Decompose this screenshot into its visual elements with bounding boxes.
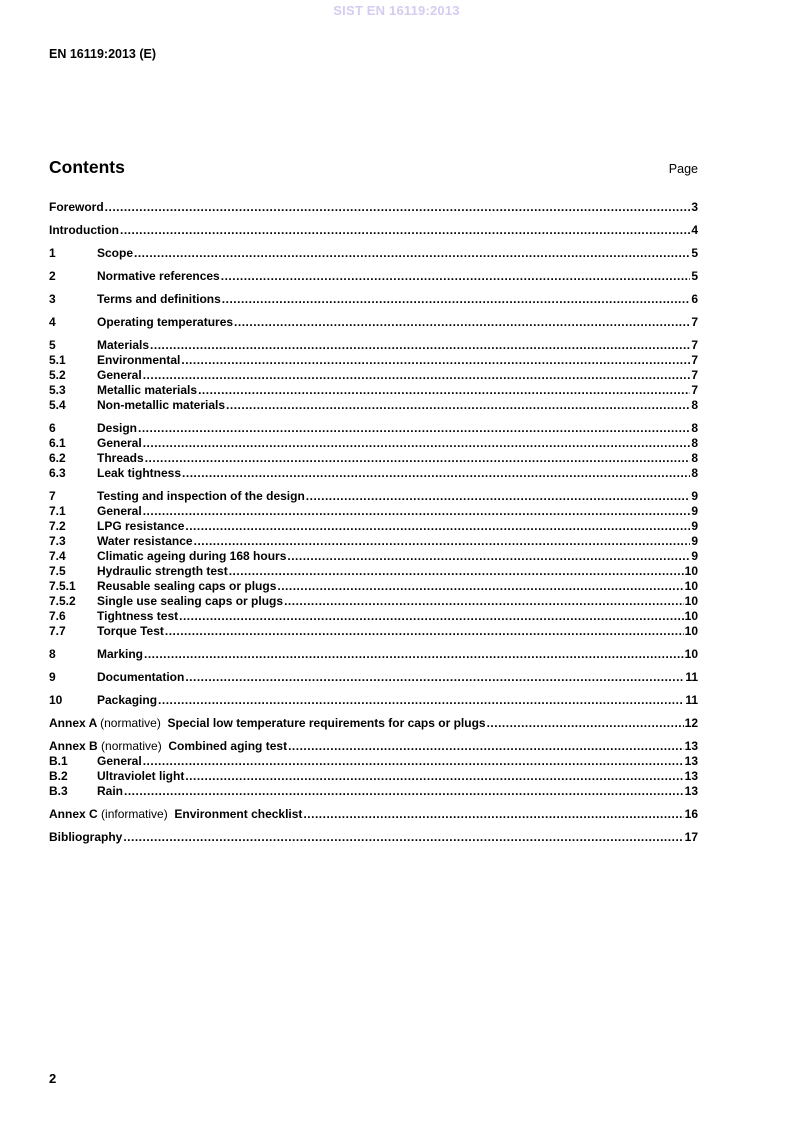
toc-entry-page: 9	[691, 504, 698, 518]
toc-entry-subtitle: Environment checklist	[174, 807, 303, 821]
toc-dot-leader	[181, 353, 690, 368]
toc-entry-number: 1	[49, 246, 56, 260]
toc-entry-number: 7.7	[49, 624, 66, 638]
toc-entry-page: 9	[691, 549, 698, 563]
toc-entry-qualifier: (normative)	[101, 739, 162, 753]
toc-entry[interactable]	[49, 489, 698, 504]
toc-entry[interactable]	[49, 353, 698, 368]
toc-entry-page: 10	[684, 564, 698, 578]
toc-dot-leader	[221, 269, 691, 284]
toc-entry-title	[97, 647, 143, 662]
toc-entry-title-text: Annex C	[49, 807, 98, 821]
toc-entry-number: B.3	[49, 784, 68, 798]
toc-entry-number: 5.3	[49, 383, 66, 397]
toc-entry-number: 7.6	[49, 609, 66, 623]
toc-entry-title-text: Annex B	[49, 739, 98, 753]
toc-entry[interactable]	[49, 534, 698, 549]
toc-entry-qualifier: (informative)	[101, 807, 168, 821]
toc-entry[interactable]	[49, 609, 698, 624]
toc-entry[interactable]	[49, 594, 698, 609]
toc-entry-number: 4	[49, 315, 56, 329]
toc-dot-leader	[185, 519, 690, 534]
toc-dot-leader	[138, 421, 690, 436]
toc-dot-leader	[143, 504, 691, 519]
toc-entry-title-text: Climatic ageing during 168 hours	[97, 549, 287, 563]
toc-entry[interactable]	[49, 830, 698, 845]
toc-dot-leader	[158, 693, 684, 708]
toc-entry-title-text: Bibliography	[49, 830, 123, 844]
toc-entry-title	[49, 716, 486, 731]
toc-entry-title-text: Tightness test	[97, 609, 179, 623]
toc-entry-number: 5.4	[49, 398, 66, 412]
toc-entry-title-text: Reusable sealing caps or plugs	[97, 579, 277, 593]
toc-entry-number: 9	[49, 670, 56, 684]
toc-dot-leader	[120, 223, 690, 238]
toc-entry-page: 8	[691, 421, 698, 435]
toc-entry-title	[97, 784, 123, 799]
document-id: EN 16119:2013 (E)	[49, 47, 157, 61]
toc-entry-page: 13	[684, 739, 698, 753]
toc-dot-leader	[277, 579, 683, 594]
toc-dot-leader	[226, 398, 690, 413]
toc-entry-title	[97, 246, 133, 261]
toc-entry[interactable]	[49, 200, 698, 215]
toc-entry-title-text: Scope	[97, 246, 134, 260]
toc-dot-leader	[185, 670, 684, 685]
toc-entry[interactable]	[49, 807, 698, 822]
toc-entry-number: 7.5.2	[49, 594, 76, 608]
toc-entry-title	[97, 549, 286, 564]
toc-entry-number: 5	[49, 338, 56, 352]
toc-entry-page: 13	[684, 754, 698, 768]
toc-entry-number: 7.4	[49, 549, 66, 563]
toc-entry-page: 5	[691, 246, 698, 260]
toc-entry-page: 5	[691, 269, 698, 283]
toc-entry-page: 7	[691, 383, 698, 397]
toc-entry-title-text: Rain	[97, 784, 124, 798]
table-of-contents	[49, 200, 698, 845]
toc-entry[interactable]	[49, 292, 698, 307]
toc-entry[interactable]	[49, 246, 698, 261]
toc-entry-title-text: Documentation	[97, 670, 185, 684]
toc-entry-title-text: Foreword	[49, 200, 104, 214]
toc-entry-page: 8	[691, 466, 698, 480]
toc-entry[interactable]	[49, 383, 698, 398]
toc-entry-number: 7.3	[49, 534, 66, 548]
toc-entry-page: 9	[691, 489, 698, 503]
toc-entry-page: 17	[684, 830, 698, 844]
toc-entry[interactable]	[49, 579, 698, 594]
toc-entry-title-text: Testing and inspection of the design	[97, 489, 305, 503]
toc-entry-title	[97, 353, 180, 368]
toc-entry-title-text: Marking	[97, 647, 144, 661]
toc-dot-leader	[303, 807, 683, 822]
toc-entry-title	[97, 451, 144, 466]
toc-entry[interactable]	[49, 564, 698, 579]
toc-entry-title-text: Environmental	[97, 353, 181, 367]
toc-entry-title	[49, 830, 122, 845]
toc-entry-title	[97, 594, 283, 609]
toc-entry-title-text: Materials	[97, 338, 150, 352]
toc-entry-page: 6	[691, 292, 698, 306]
toc-entry-page: 3	[691, 200, 698, 214]
toc-dot-leader	[229, 564, 684, 579]
toc-entry-title	[97, 489, 305, 504]
toc-entry-number: 7.1	[49, 504, 66, 518]
toc-entry-number: 6.2	[49, 451, 66, 465]
toc-entry-title-text: Single use sealing caps or plugs	[97, 594, 284, 608]
toc-entry-title	[97, 292, 221, 307]
toc-entry-title-text: Torque Test	[97, 624, 164, 638]
toc-entry-number: B.1	[49, 754, 68, 768]
toc-entry-title-text: Metallic materials	[97, 383, 198, 397]
toc-entry[interactable]	[49, 398, 698, 413]
toc-entry-title	[97, 693, 157, 708]
toc-dot-leader	[144, 647, 684, 662]
toc-dot-leader	[179, 609, 684, 624]
toc-entry-title	[97, 609, 178, 624]
toc-entry[interactable]	[49, 754, 698, 769]
toc-entry-title-text: Non-metallic materials	[97, 398, 226, 412]
toc-entry-title-text: Hydraulic strength test	[97, 564, 228, 578]
toc-entry-title-text: Water resistance	[97, 534, 193, 548]
toc-dot-leader	[145, 451, 691, 466]
toc-entry[interactable]	[49, 769, 698, 784]
toc-entry-page: 13	[684, 769, 698, 783]
toc-dot-leader	[288, 739, 684, 754]
toc-entry-title	[97, 398, 225, 413]
toc-entry-title-text: Normative references	[97, 269, 220, 283]
toc-entry[interactable]	[49, 784, 698, 799]
toc-entry-page: 13	[684, 784, 698, 798]
toc-dot-leader	[165, 624, 684, 639]
toc-entry-title-text: Annex A	[49, 716, 97, 730]
toc-entry[interactable]	[49, 368, 698, 383]
toc-dot-leader	[143, 368, 691, 383]
toc-entry[interactable]	[49, 223, 698, 238]
toc-entry-number: 6.3	[49, 466, 66, 480]
toc-entry-number: 6.1	[49, 436, 66, 450]
contents-title: Contents	[49, 157, 125, 177]
page-column-label: Page	[668, 162, 698, 176]
toc-entry-page: 4	[691, 223, 698, 237]
toc-dot-leader	[287, 549, 690, 564]
toc-entry-number: 3	[49, 292, 56, 306]
toc-entry-number: 8	[49, 647, 56, 661]
toc-entry-page: 8	[691, 436, 698, 450]
toc-entry-number: 6	[49, 421, 56, 435]
toc-dot-leader	[134, 246, 690, 261]
toc-entry-title-text: General	[97, 368, 142, 382]
toc-entry-page: 9	[691, 519, 698, 533]
toc-entry-title-text: Ultraviolet light	[97, 769, 185, 783]
toc-entry-page: 11	[685, 670, 698, 684]
toc-dot-leader	[284, 594, 684, 609]
toc-entry-title	[97, 754, 142, 769]
toc-entry-title-text: Design	[97, 421, 138, 435]
toc-entry-title	[97, 504, 142, 519]
toc-entry-title-text: Terms and definitions	[97, 292, 221, 306]
toc-entry-number: 2	[49, 269, 56, 283]
toc-entry-title	[97, 624, 164, 639]
toc-entry-title-text: General	[97, 754, 142, 768]
toc-entry[interactable]	[49, 624, 698, 639]
toc-entry-page: 10	[684, 579, 698, 593]
toc-entry-qualifier: (normative)	[100, 716, 161, 730]
toc-entry-title	[97, 368, 142, 383]
toc-entry-page: 9	[691, 534, 698, 548]
toc-entry-title	[97, 769, 184, 784]
toc-dot-leader	[105, 200, 691, 215]
toc-entry-number: 7.2	[49, 519, 66, 533]
toc-entry-page: 7	[691, 353, 698, 367]
toc-entry-page: 8	[691, 451, 698, 465]
toc-entry-title	[97, 534, 193, 549]
toc-entry-title	[97, 436, 142, 451]
toc-entry[interactable]	[49, 647, 698, 662]
toc-entry-page: 12	[684, 716, 698, 730]
toc-dot-leader	[194, 534, 691, 549]
toc-entry[interactable]	[49, 549, 698, 564]
toc-entry-title-text: Threads	[97, 451, 144, 465]
toc-entry-title-text: Operating temperatures	[97, 315, 234, 329]
toc-dot-leader	[306, 489, 691, 504]
toc-dot-leader	[198, 383, 690, 398]
toc-entry-title	[97, 338, 149, 353]
toc-entry-subtitle: Combined aging test	[168, 739, 288, 753]
toc-entry-number: B.2	[49, 769, 68, 783]
toc-entry-number: 7.5.1	[49, 579, 76, 593]
page-number: 2	[49, 1071, 57, 1086]
toc-entry-page: 10	[684, 594, 698, 608]
toc-dot-leader	[143, 436, 691, 451]
watermark: SIST EN 16119:2013	[333, 3, 460, 18]
toc-entry-title	[49, 739, 287, 754]
toc-entry-number: 7	[49, 489, 56, 503]
toc-entry[interactable]	[49, 338, 698, 353]
toc-entry-title-text: Leak tightness	[97, 466, 182, 480]
toc-entry-title-text: General	[97, 504, 142, 518]
toc-entry[interactable]	[49, 504, 698, 519]
toc-entry-title	[97, 421, 137, 436]
toc-entry-number: 7.5	[49, 564, 66, 578]
toc-entry-title	[49, 807, 302, 822]
toc-entry-title	[97, 670, 184, 685]
toc-entry[interactable]	[49, 519, 698, 534]
toc-dot-leader	[143, 754, 684, 769]
toc-entry-title	[97, 315, 233, 330]
toc-entry[interactable]	[49, 269, 698, 284]
toc-entry-title	[97, 564, 228, 579]
toc-dot-leader	[123, 830, 683, 845]
toc-dot-leader	[150, 338, 690, 353]
toc-entry-title-text: General	[97, 436, 142, 450]
toc-entry-page: 16	[684, 807, 698, 821]
toc-entry-title	[49, 200, 104, 215]
toc-entry[interactable]	[49, 421, 698, 436]
toc-entry[interactable]	[49, 315, 698, 330]
toc-dot-leader	[124, 784, 684, 799]
toc-entry-title-text: Packaging	[97, 693, 158, 707]
toc-entry-page: 10	[684, 647, 698, 661]
toc-entry-page: 7	[691, 368, 698, 382]
toc-entry-page: 11	[685, 693, 698, 707]
toc-entry-title	[97, 579, 276, 594]
toc-entry[interactable]	[49, 670, 698, 685]
toc-entry[interactable]	[49, 716, 698, 731]
toc-entry[interactable]	[49, 436, 698, 451]
toc-entry[interactable]	[49, 451, 698, 466]
toc-entry[interactable]	[49, 466, 698, 481]
toc-entry-title	[97, 383, 197, 398]
toc-entry-title-text: LPG resistance	[97, 519, 185, 533]
toc-entry[interactable]	[49, 693, 698, 708]
toc-entry-title	[97, 519, 184, 534]
toc-entry-title	[97, 466, 181, 481]
toc-entry-page: 7	[691, 315, 698, 329]
toc-entry-number: 5.2	[49, 368, 66, 382]
toc-entry-subtitle: Special low temperature requirements for caps or plugs	[167, 716, 486, 730]
toc-entry-page: 7	[691, 338, 698, 352]
toc-dot-leader	[234, 315, 690, 330]
toc-entry-title-text: Introduction	[49, 223, 119, 237]
toc-entry[interactable]	[49, 739, 698, 754]
toc-entry-page: 8	[691, 398, 698, 412]
toc-entry-page: 10	[684, 609, 698, 623]
toc-entry-title	[97, 269, 220, 284]
toc-entry-page: 10	[684, 624, 698, 638]
toc-dot-leader	[182, 466, 690, 481]
toc-entry-title	[49, 223, 119, 238]
toc-dot-leader	[185, 769, 683, 784]
toc-dot-leader	[487, 716, 684, 731]
toc-entry-number: 5.1	[49, 353, 66, 367]
toc-dot-leader	[222, 292, 691, 307]
toc-entry-number: 10	[49, 693, 63, 707]
